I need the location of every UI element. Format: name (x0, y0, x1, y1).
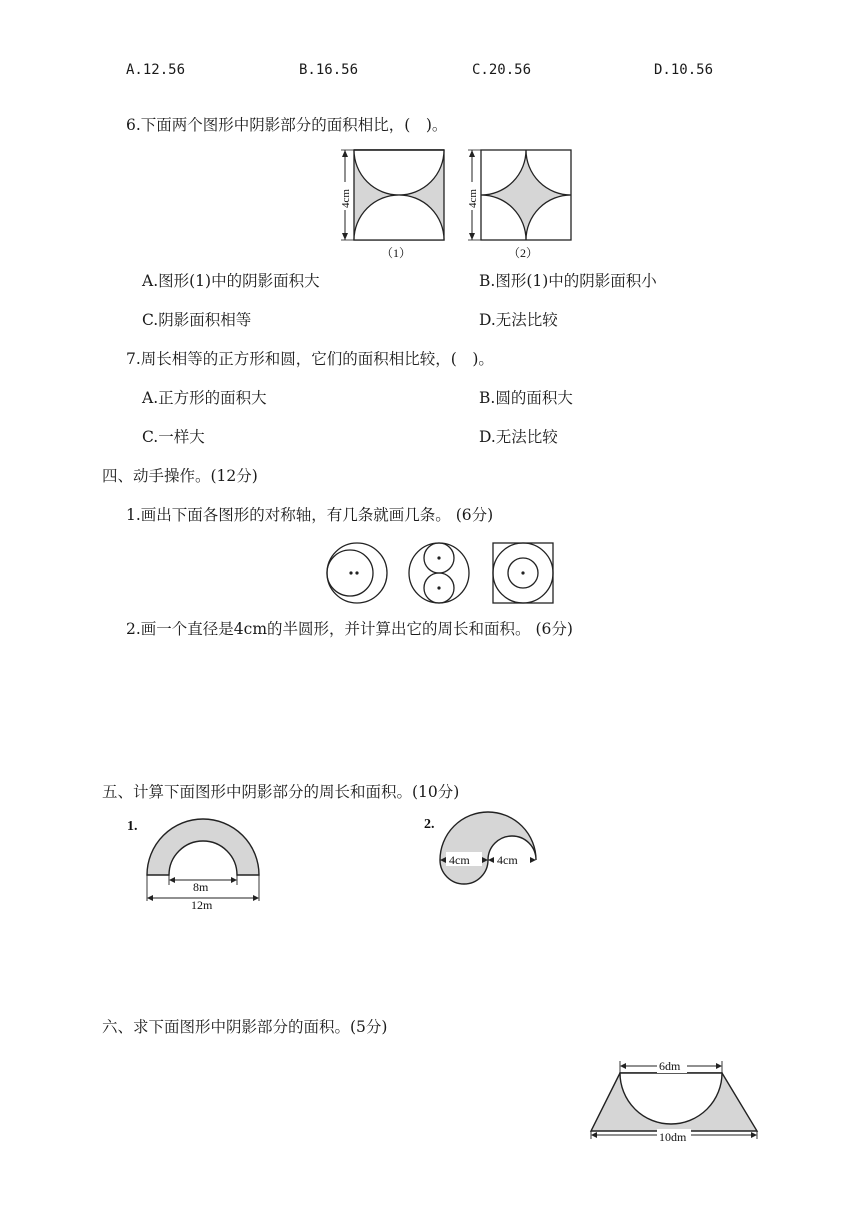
option-c: C.20.56 (472, 62, 532, 78)
section6-top-label: 6dm (659, 1059, 681, 1073)
q6-figure-2 (466, 150, 571, 260)
section-5-title: 五、计算下面图形中阴影部分的周长和面积。(10分) (102, 783, 460, 801)
q7-option-a: A.正方形的面积大 (142, 389, 267, 407)
section6-figure (585, 1055, 765, 1150)
section-4-title: 四、动手操作。(12分) (102, 467, 258, 485)
fig2-side-label: 4cm (467, 189, 479, 208)
q7-option-b: B.圆的面积大 (479, 389, 573, 407)
fig2-left-label: 4cm (449, 853, 470, 867)
fig1-number: 1. (127, 819, 138, 834)
q6-option-d: D.无法比较 (479, 311, 558, 329)
section-4-q1: 1.画出下面各图形的对称轴，有几条就画几条。 (6分) (126, 506, 494, 524)
section6-bottom-label: 10dm (659, 1130, 687, 1144)
question-7-stem: 7.周长相等的正方形和圆，它们的面积相比较，( )。 (126, 350, 494, 368)
option-d: D.10.56 (654, 62, 714, 78)
fig2-caption: （2） (508, 246, 539, 260)
q6-figure-1 (339, 150, 444, 260)
symmetry-figure-1 (327, 543, 387, 603)
option-b: B.16.56 (299, 62, 359, 78)
fig1-inner-label: 8m (193, 880, 209, 894)
symmetry-figures (320, 540, 560, 610)
fig2-number: 2. (424, 817, 435, 832)
section5-figure-1 (125, 815, 275, 910)
symmetry-figure-2 (409, 543, 469, 603)
symmetry-figure-3 (493, 543, 553, 603)
question-6-stem: 6.下面两个图形中阴影部分的面积相比，( )。 (126, 116, 448, 134)
q7-option-d: D.无法比较 (479, 428, 558, 446)
section-4-q2: 2.画一个直径是4cm的半圆形，并计算出它的周长和面积。 (6分) (126, 620, 573, 638)
q6-figures (340, 140, 580, 265)
fig1-outer-label: 12m (191, 898, 213, 912)
q6-option-c: C.阴影面积相等 (142, 311, 252, 329)
fig1-side-label: 4cm (340, 189, 352, 208)
q7-option-c: C.一样大 (142, 428, 205, 446)
section-6-title: 六、求下面图形中阴影部分的面积。(5分) (102, 1018, 388, 1036)
fig1-caption: （1） (381, 246, 412, 260)
option-a: A.12.56 (126, 62, 186, 78)
fig2-right-label: 4cm (497, 853, 518, 867)
q6-option-a: A.图形(1)中的阴影面积大 (142, 272, 320, 290)
q6-option-b: B.图形(1)中的阴影面积小 (479, 272, 657, 290)
section5-figure-2 (420, 812, 550, 902)
